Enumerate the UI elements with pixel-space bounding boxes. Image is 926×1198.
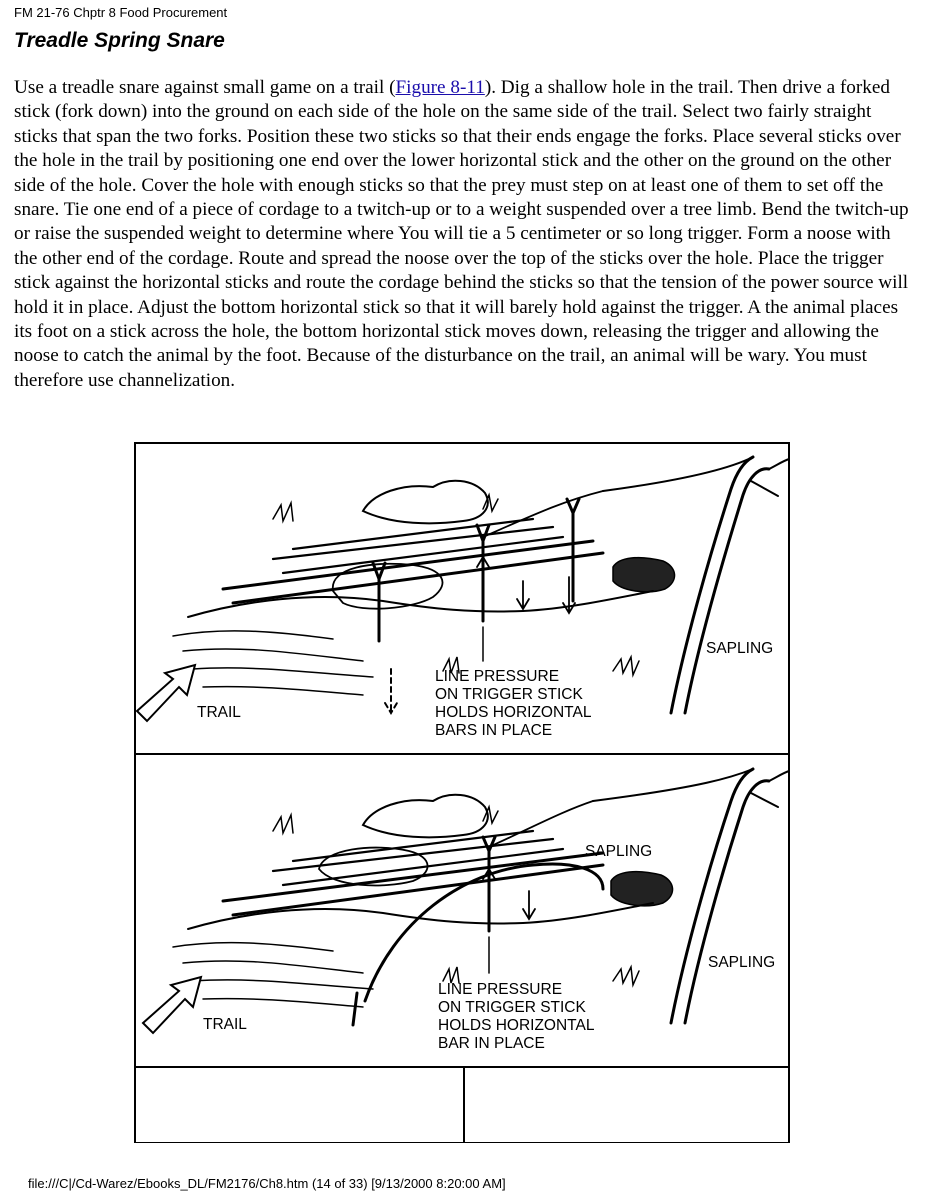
sapling-label-upper: SAPLING bbox=[585, 843, 653, 860]
trail-label: TRAIL bbox=[203, 1016, 247, 1033]
bush-icon bbox=[363, 795, 488, 838]
paragraph-text-start: Use a treadle snare against small game on a trail ( bbox=[14, 77, 396, 98]
trail-label: TRAIL bbox=[197, 704, 241, 721]
rock-icon bbox=[611, 872, 673, 906]
figure-treadle-snare bbox=[133, 441, 791, 1143]
running-header: FM 21-76 Chptr 8 Food Procurement bbox=[14, 5, 228, 20]
body-paragraph bbox=[14, 76, 914, 393]
figure-link[interactable]: Figure 8-11 bbox=[395, 77, 485, 98]
trail-arrow-icon bbox=[143, 977, 201, 1033]
section-title: Treadle Spring Snare bbox=[14, 29, 225, 52]
caption-line: ON TRIGGER STICK bbox=[438, 999, 586, 1016]
caption-line: ON TRIGGER STICK bbox=[435, 686, 583, 703]
paragraph-text-rest: ). Dig a shallow hole in the trail. Then drive a forked stick (fork down) into the ground on each side of the hole on the same side of the trail. Select two fairly straight sticks that span the two forks. Position these two sticks so that their ends engage the forks. Place several sticks over the hole in the trail by positioning one end over the lower horizontal stick and the other on the ground on the other side of the hole. Cover the hole with enough sticks so that the prey must step on at least one of them to set off the snare. Tie one end of a piece of cordage to a twitch-up or to a weight suspended over a tree limb. Bend the twitch-up or raise the suspended weight to determine where You will tie a 5 centimeter or so long trigger. Form a noose with the other end of the cordage. Route and spread the noose over the top of the sticks over the hole. Place the trigger stick against the horizontal sticks and route the cordage behind the sticks so that the tension of the power source will hold it in place. Adjust the bottom horizontal stick so that it will barely hold against the trigger. A the animal places its foot on a stick across the hole, the bottom horizontal stick moves down, releasing the trigger and allowing the noose to catch the animal by the foot. Because of the disturbance on the trail, an animal will be wary. You must therefore use channelization. bbox=[14, 77, 909, 391]
caption-line: HOLDS HORIZONTAL bbox=[438, 1017, 595, 1034]
sapling-label: SAPLING bbox=[706, 640, 774, 657]
sapling-tree-icon bbox=[671, 769, 769, 1023]
noose-icon bbox=[319, 848, 428, 886]
caption-line: BARS IN PLACE bbox=[435, 722, 553, 739]
rock-icon bbox=[613, 558, 675, 592]
caption-line: BAR IN PLACE bbox=[438, 1035, 545, 1052]
caption-line: LINE PRESSURE bbox=[438, 981, 563, 998]
trail-arrow-icon bbox=[137, 665, 195, 721]
caption-line: LINE PRESSURE bbox=[435, 668, 560, 685]
bush-icon bbox=[363, 481, 488, 524]
sapling-label-right: SAPLING bbox=[708, 954, 776, 971]
top-panel-labels bbox=[197, 640, 773, 739]
page-footer: file:///C|/Cd-Warez/Ebooks_DL/FM2176/Ch8.htm (14 of 33) [9/13/2000 8:20:00 AM] bbox=[28, 1176, 506, 1191]
sapling-tree-icon bbox=[671, 457, 769, 713]
caption-line: HOLDS HORIZONTAL bbox=[435, 704, 592, 721]
